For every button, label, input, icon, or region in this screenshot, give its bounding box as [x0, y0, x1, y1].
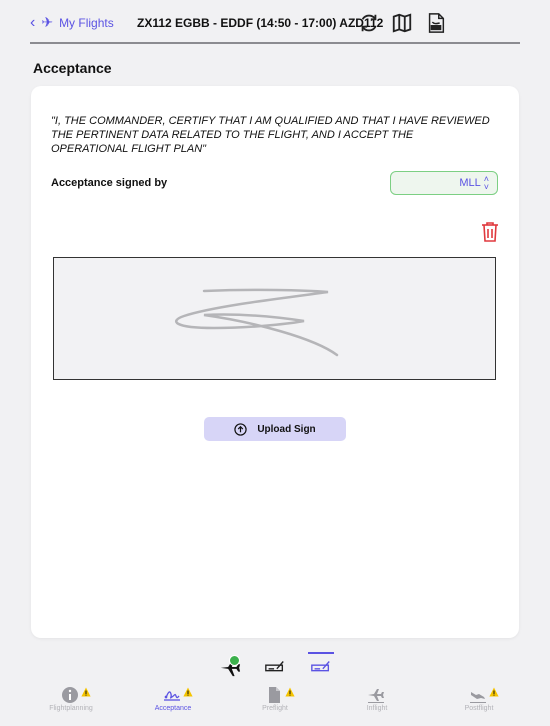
signed-by-label: Acceptance signed by	[51, 177, 168, 189]
document-icon	[265, 686, 283, 704]
chevron-updown-icon: ˄ ˅	[483, 174, 489, 192]
sub-tab-bar	[0, 652, 550, 680]
back-label: My Flights	[59, 15, 114, 30]
acceptance-card	[31, 86, 519, 638]
tab-label: Inflight	[366, 705, 388, 712]
certification-text: "I, THE COMMANDER, CERTIFY THAT I AM QUALIFIED AND THAT I HAVE REVIEWED THE PERTINENT DATA RELATED TO THE FLIGHT, AND I ACCEPT THE OPERATIONAL FLIGHT PLAN"	[51, 115, 490, 155]
signed-by-select[interactable]	[390, 171, 498, 195]
landing-icon	[469, 686, 487, 704]
tab-postflight[interactable]	[429, 684, 529, 724]
info-icon	[61, 686, 79, 704]
tab-preflight[interactable]	[225, 684, 325, 724]
warning-icon	[183, 684, 193, 694]
signature-icon	[163, 686, 181, 704]
signed-by-value: MLL	[459, 177, 481, 189]
signature-active-icon[interactable]	[310, 656, 332, 678]
bottom-tab-bar	[0, 684, 550, 726]
upload-sign-button[interactable]	[204, 417, 346, 441]
header-bar	[30, 8, 520, 44]
tab-acceptance[interactable]	[123, 684, 223, 724]
check-badge	[229, 655, 240, 666]
tab-label: Acceptance	[154, 705, 192, 712]
tab-label: Flightplanning	[49, 705, 93, 712]
warning-icon	[81, 684, 91, 694]
signature-sub-icon[interactable]	[264, 656, 286, 678]
tab-inflight[interactable]	[327, 684, 427, 724]
active-indicator	[308, 652, 334, 654]
page-title: Acceptance	[33, 60, 112, 76]
signature-pad[interactable]	[53, 257, 496, 380]
tab-label: Postflight	[464, 705, 494, 712]
warning-icon	[489, 684, 499, 694]
pdf-document-icon[interactable]	[425, 12, 447, 34]
trash-icon[interactable]	[480, 221, 500, 243]
airplane-icon: ✈	[41, 14, 54, 30]
tab-label: Preflight	[262, 705, 288, 712]
plane-icon	[367, 686, 385, 704]
signature-drawing	[54, 258, 497, 381]
upload-arrow-icon	[234, 423, 247, 436]
refresh-icon[interactable]	[358, 12, 380, 34]
chevron-left-icon: ‹	[30, 13, 36, 31]
tab-flightplanning[interactable]	[21, 684, 121, 724]
warning-icon	[285, 684, 295, 694]
map-icon[interactable]	[391, 12, 413, 34]
upload-sign-label: Upload Sign	[257, 423, 316, 435]
back-button[interactable]	[30, 14, 114, 31]
flight-title: ZX112 EGBB - EDDF (14:50 - 17:00) AZD112	[137, 16, 384, 30]
